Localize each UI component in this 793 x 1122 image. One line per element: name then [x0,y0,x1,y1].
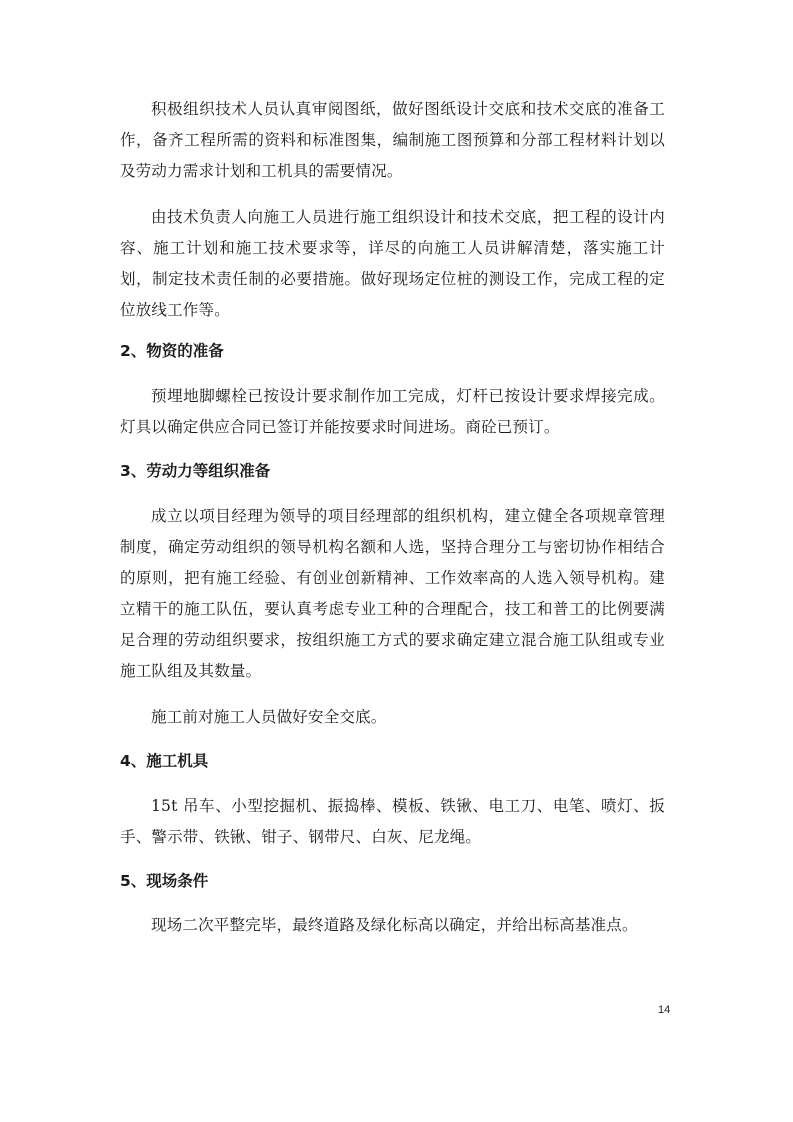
paragraph-drawing-review: 积极组织技术人员认真审阅图纸，做好图纸设计交底和技术交底的准备工作，备齐工程所需的资料和标准图集，编制施工图预算和分部工程材料计划以及劳动力需求计划和工机具的需要情况。 [120,100,665,180]
heading-construction-machinery: 4、施工机具 [120,752,209,770]
paragraph-safety-briefing: 施工前对施工人员做好安全交底。 [151,708,387,726]
paragraph-technical-briefing: 由技术负责人向施工人员进行施工组织设计和技术交底，把工程的设计内容、施工计划和施工技术要求等，详尽的向施工人员讲解清楚，落实施工计划，制定技术责任制的必要措施。做好现场定位桩的测设工作，完成工程的定位放线工作等。 [120,208,665,319]
heading-labor-organization: 3、劳动力等组织准备 [120,462,271,480]
paragraph-labor-organization: 成立以项目经理为领导的项目经理部的组织机构，建立健全各项规章管理制度，确定劳动组织的领导机构名额和人选，坚持合理分工与密切协作相结合的原则，把有施工经验、有创业创新精神、工作效率高的人选入领导机构。建立精干的施工队伍，要认真考虑专业工种的合理配合，技工和普工的比例要满足合理的劳动组织要求，按组织施工方式的要求确定建立混合施工队组或专业施工队组及其数量。 [120,507,665,680]
paragraph-site-conditions: 现场二次平整完毕，最终道路及绿化标高以确定，并给出标高基准点。 [151,916,638,934]
paragraph-machinery-list: 15t 吊车、小型挖掘机、振捣棒、模板、铁锹、电工刀、电笔、喷灯、扳手、警示带、铁锹、钳子、钢带尺、白灰、尼龙绳。 [120,797,665,846]
heading-site-conditions: 5、现场条件 [120,872,209,890]
paragraph-material-preparation: 预埋地脚螺栓已按设计要求制作加工完成，灯杆已按设计要求焊接完成。灯具以确定供应合同已签订并能按要求时间进场。商砼已预订。 [120,387,665,436]
page-number: 14 [658,1004,671,1016]
heading-material-preparation: 2、物资的准备 [120,342,224,360]
